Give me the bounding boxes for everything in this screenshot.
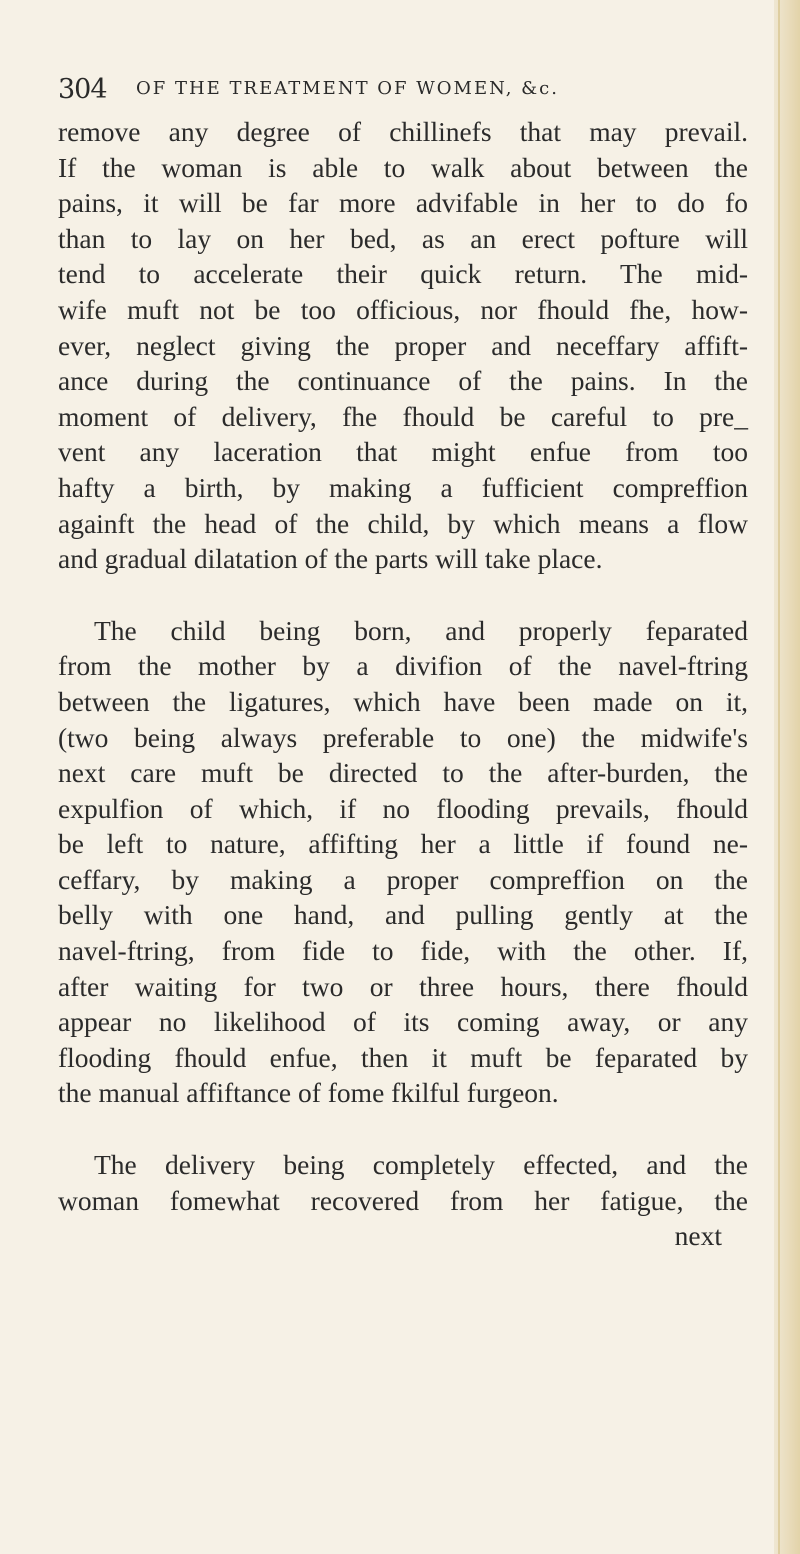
text-line: ceffary, by making a proper compreffion on the <box>58 863 748 895</box>
text-line: woman fomewhat recovered from her fatigue, the <box>58 1184 748 1216</box>
text-line: againft the head of the child, by which means a flow <box>58 507 748 539</box>
text-line: wife muft not be too officious, nor fhould fhe, how- <box>58 293 748 325</box>
text-line: hafty a birth, by making a fufficient compreffion <box>58 471 748 503</box>
paragraph-gap <box>58 577 748 613</box>
text-line: ever, neglect giving the proper and neceffary affift- <box>58 329 748 361</box>
text-line: tend to accelerate their quick return. The mid- <box>58 258 748 290</box>
text-line: be left to nature, affifting her a little if found ne- <box>58 828 748 860</box>
text-line: flooding fhould enfue, then it muft be feparated by <box>58 1041 748 1073</box>
text-line: between the ligatures, which have been made on it, <box>58 685 748 717</box>
catchword: next <box>674 1220 722 1252</box>
text-line: ance during the continuance of the pains. In the <box>58 365 748 397</box>
text-line: (two being always preferable to one) the midwife's <box>58 721 748 753</box>
text-line: moment of delivery, fhe fhould be careful to pre_ <box>58 400 748 432</box>
text-line: remove any degree of chillinefs that may prevail. <box>58 116 748 147</box>
text-line: after waiting for two or three hours, there fhould <box>58 970 748 1002</box>
text-line: appear no likelihood of its coming away, or any <box>58 1006 748 1038</box>
text-line: than to lay on her bed, as an erect pofture will <box>58 222 748 254</box>
text-line: from the mother by a divifion of the navel-ftring <box>58 650 748 682</box>
gutter-edge <box>778 0 780 1554</box>
text-line: expulfion of which, if no flooding prevails, fhould <box>58 792 748 824</box>
text-line: The child being born, and properly feparated <box>94 614 748 646</box>
text-line: belly with one hand, and pulling gently at the <box>58 899 748 931</box>
running-head: OF THE TREATMENT OF WOMEN, &c. <box>136 78 559 99</box>
page-number: 304 <box>58 74 107 105</box>
page-header <box>58 74 748 108</box>
paragraph-gap <box>58 1111 748 1147</box>
body-text <box>58 114 748 1254</box>
text-line: If the woman is able to walk about between the <box>58 151 748 183</box>
text-line: the manual affiftance of fome fkilful furgeon. <box>58 1077 559 1109</box>
text-line: navel-ftring, from fide to fide, with the other. If, <box>58 935 748 967</box>
text-line: and gradual dilatation of the parts will take place. <box>58 543 603 575</box>
text-line: next care muft be directed to the after-burden, the <box>58 757 748 789</box>
text-line: The delivery being completely effected, and the <box>94 1149 748 1181</box>
text-line: vent any laceration that might enfue from too <box>58 436 748 468</box>
text-line: pains, it will be far more advifable in her to do fo <box>58 187 748 219</box>
